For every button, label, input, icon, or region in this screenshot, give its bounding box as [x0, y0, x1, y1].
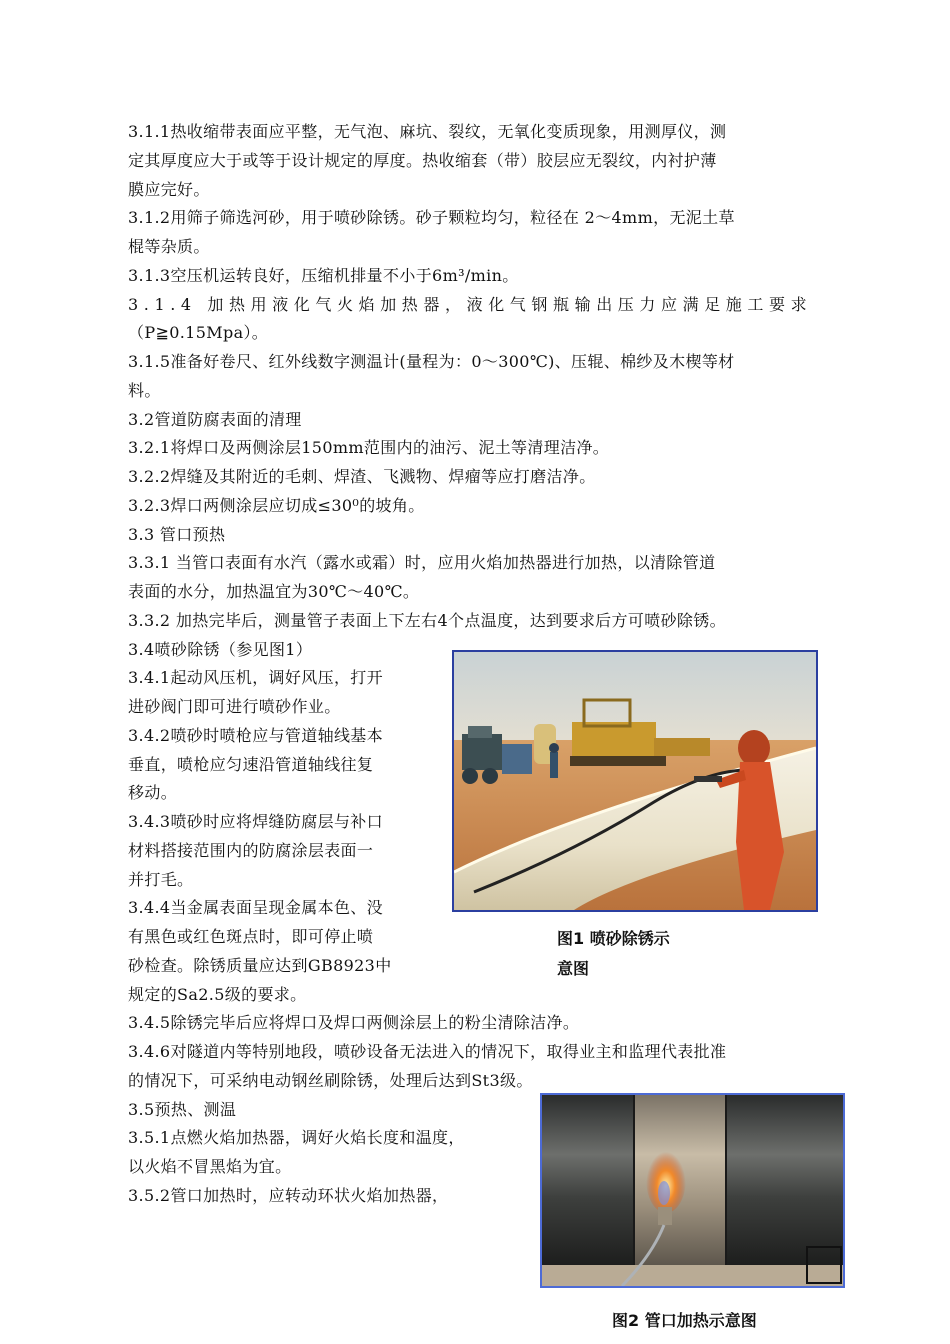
para-3-4-6-line1: 3.4.6对隧道内等特别地段，喷砂设备无法进入的情况下，取得业主和监理代表批准	[128, 1042, 727, 1061]
para-3-5-2: 3.5.2管口加热时，应转动环状火焰加热器，	[128, 1186, 449, 1205]
para-3-4-1-line2: 进砂阀门即可进行喷砂作业。	[128, 697, 341, 716]
para-3-4-2-line3: 移动。	[128, 783, 178, 802]
para-3-5-1-line2: 以火焰不冒黑焰为宜。	[128, 1157, 292, 1176]
para-3-4-5: 3.4.5除锈完毕后应将焊口及焊口两侧涂层上的粉尘清除洁净。	[128, 1013, 580, 1032]
para-3-4-1-line1: 3.4.1起动风压机，调好风压，打开	[128, 668, 384, 687]
para-3-1-5-line2: 料。	[128, 381, 161, 400]
para-3-4-3-line3: 并打毛。	[128, 870, 194, 889]
para-3-2-3: 3.2.3焊口两侧涂层应切成≤30⁰的坡角。	[128, 496, 425, 515]
figure1-sandblasting-photo	[452, 650, 818, 912]
para-3-4-4-line1: 3.4.4当金属表面呈现金属本色、没	[128, 898, 384, 917]
para-3-1-1-line1: 3.1.1热收缩带表面应平整，无气泡、麻坑、裂纹，无氧化变质现象，用测厚仪，测	[128, 122, 727, 141]
para-3-4-3-line2: 材料搭接范围内的防腐涂层表面一	[128, 841, 374, 860]
figure2-pipe-heating-photo	[540, 1093, 845, 1288]
para-3-1-4-line2: （P≧0.15Mpa）。	[128, 323, 269, 342]
para-3-3-2: 3.3.2 加热完毕后，测量管子表面上下左右4个点温度，达到要求后方可喷砂除锈。	[128, 611, 726, 630]
para-3-4-3-line1: 3.4.3喷砂时应将焊缝防腐层与补口	[128, 812, 384, 831]
para-3-3-1-line1: 3.3.1 当管口表面有水汽（露水或霜）时，应用火焰加热器进行加热，以清除管道	[128, 553, 716, 572]
para-3-1-1-line2: 定其厚度应大于或等于设计规定的厚度。热收缩套（带）胶层应无裂纹，内衬护薄	[128, 151, 717, 170]
para-3-4-4-line4: 规定的Sa2.5级的要求。	[128, 985, 307, 1004]
para-3-4-6-line2: 的情况下，可采纳电动钢丝刷除锈，处理后达到St3级。	[128, 1071, 533, 1090]
para-3-5-1-line1: 3.5.1点燃火焰加热器，调好火焰长度和温度，	[128, 1128, 465, 1147]
figure2-caption: 图2 管口加热示意图	[612, 1311, 757, 1330]
heading-3-4: 3.4喷砂除锈（参见图1）	[128, 640, 313, 659]
para-3-1-3: 3.1.3空压机运转良好，压缩机排量不小于6m³/min。	[128, 266, 519, 285]
para-3-2-2: 3.2.2焊缝及其附近的毛刺、焊渣、飞溅物、焊瘤等应打磨洁净。	[128, 467, 596, 486]
heading-3-2: 3.2管道防腐表面的清理	[128, 410, 302, 429]
para-3-4-4-line3: 砂检查。除锈质量应达到GB8923中	[128, 956, 392, 975]
para-3-1-2-line1: 3.1.2用筛子筛选河砂，用于喷砂除锈。砂子颗粒均匀，粒径在 2～4mm，无泥土草	[128, 208, 735, 227]
figure1-caption-line1: 图1 喷砂除锈示	[557, 929, 670, 948]
para-3-4-4-line2: 有黑色或红色斑点时，即可停止喷	[128, 927, 374, 946]
para-3-4-2-line2: 垂直，喷枪应匀速沿管道轴线往复	[128, 755, 374, 774]
figure1-caption-line2: 意图	[557, 959, 590, 978]
para-3-4-2-line1: 3.4.2喷砂时喷枪应与管道轴线基本	[128, 726, 384, 745]
para-3-1-2-line2: 棍等杂质。	[128, 237, 210, 256]
heading-3-3: 3.3 管口预热	[128, 525, 226, 544]
para-3-2-1: 3.2.1将焊口及两侧涂层150mm范围内的油污、泥土等清理洁净。	[128, 438, 610, 457]
heading-3-5: 3.5预热、测温	[128, 1100, 237, 1119]
para-3-1-1-line3: 膜应完好。	[128, 180, 210, 199]
para-3-3-1-line2: 表面的水分，加热温宜为30℃～40℃。	[128, 582, 420, 601]
para-3-1-5-line1: 3.1.5准备好卷尺、红外线数字测温计(量程为：0～300℃)、压辊、棉纱及木楔等材	[128, 352, 735, 371]
para-3-1-4-line1: 3.1.4 加热用液化气火焰加热器，液化气钢瓶输出压力应满足施工要求	[128, 295, 813, 314]
